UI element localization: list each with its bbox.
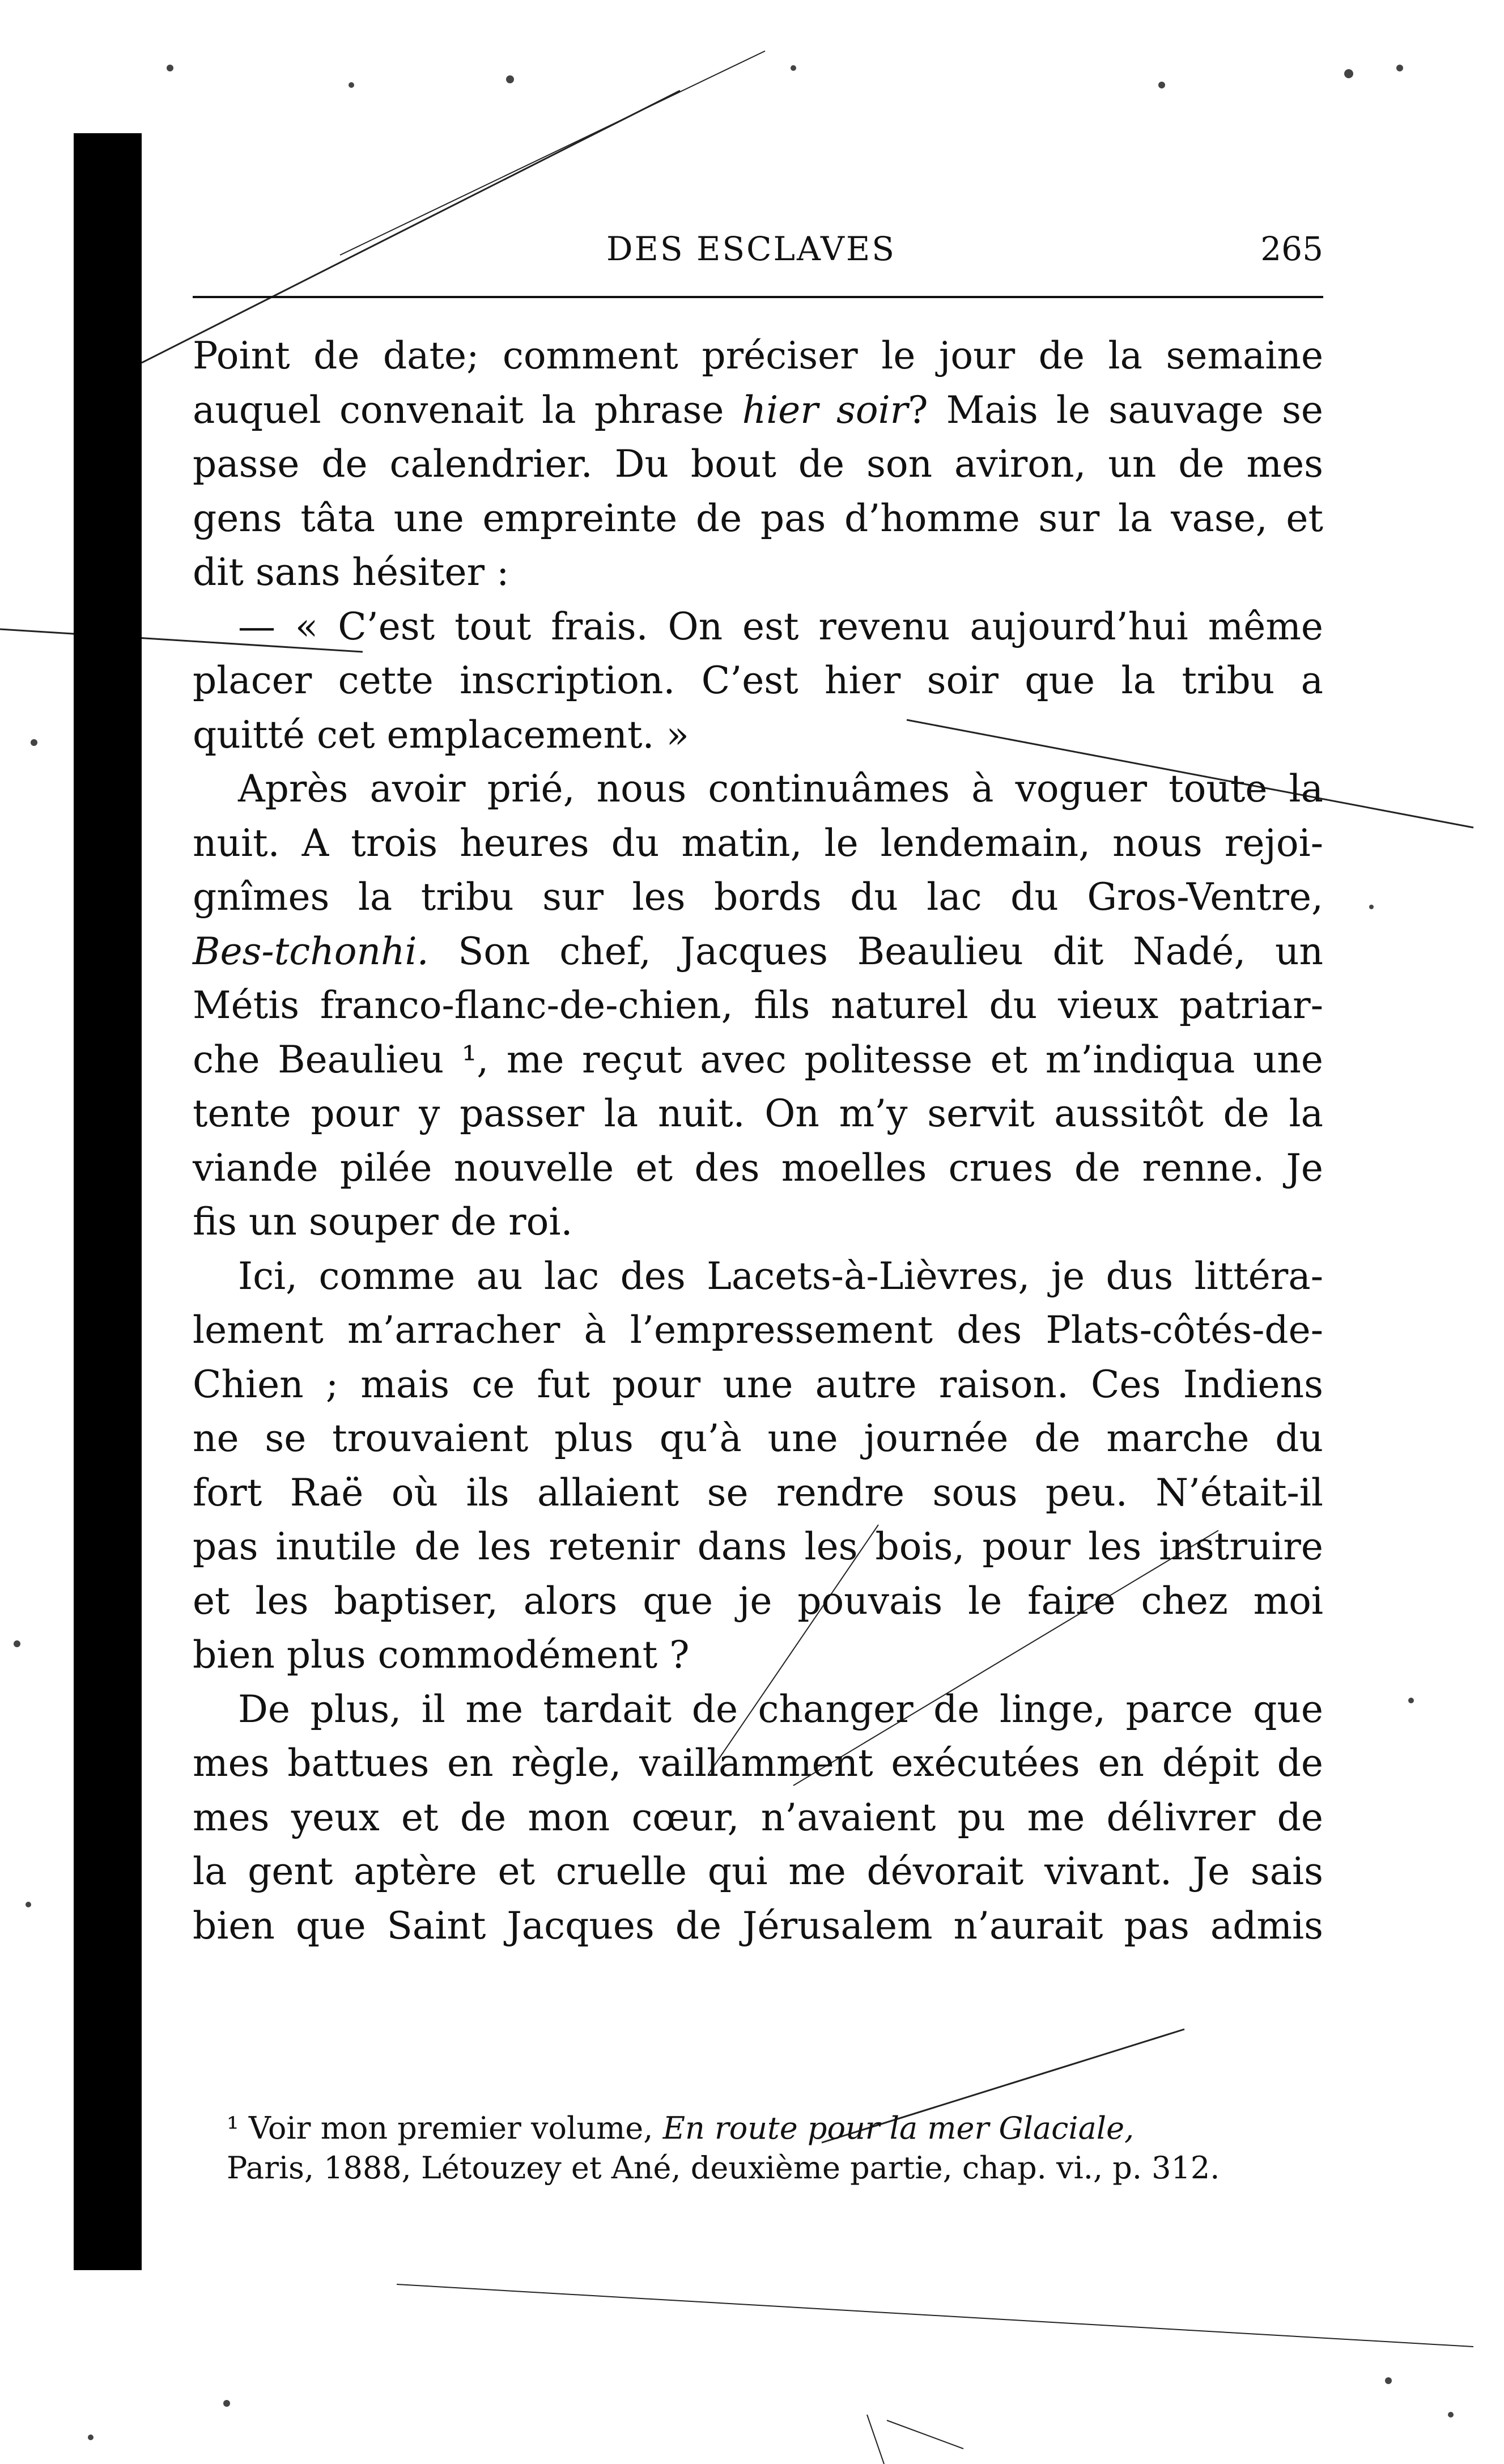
text-line-segment: fis un souper de roi.: [193, 1200, 573, 1244]
text-line-segment: gens tâta une empreinte de pas d’homme sur la vase, et: [193, 496, 1323, 540]
text-line-segment: viande pilée nouvelle et des moelles crues de renne. Je: [193, 1146, 1323, 1190]
text-line-segment: tente pour y passer la nuit. On m’y servit aussitôt de la: [193, 1092, 1323, 1135]
running-title: DES ESCLAVES: [606, 230, 896, 268]
text-line-segment: quitté cet emplacement. »: [193, 713, 689, 757]
text-line-segment: auquel convenait la phrase: [193, 388, 742, 432]
text-line: [193, 1736, 1323, 1791]
text-line: [193, 383, 1323, 438]
text-line-segment: che Beaulieu ¹, me reçut avec politesse et m’indiqua une: [193, 1037, 1323, 1082]
text-line: [193, 600, 1323, 654]
footnote-line-1: [227, 2109, 1323, 2148]
text-line-segment: mes battues en règle, vaillamment exécutées en dépit de: [193, 1741, 1323, 1785]
text-line-segment: la gent aptère et cruelle qui me dévorait vivant. Je sais: [193, 1850, 1323, 1893]
text-line-segment: Chien ; mais ce fut pour une autre raison. Ces Indiens: [193, 1362, 1323, 1406]
text-line: [193, 870, 1323, 924]
body-text: [193, 329, 1323, 1953]
text-line: [193, 491, 1323, 546]
text-line-segment: Son chef, Jacques Beaulieu dit Nadé, un: [428, 929, 1323, 973]
text-line-italic: Bes-tchonhi.: [193, 929, 429, 973]
text-line: [193, 1628, 1323, 1682]
footnote-marker: ¹: [227, 2110, 239, 2146]
text-line-segment: — « C’est tout frais. On est revenu aujourd’hui même: [238, 604, 1323, 648]
text-line-segment: pas inutile de les retenir dans les bois, pour les instruire: [193, 1525, 1323, 1568]
footnote-line-1-italic: En route pour la mer Glaciale,: [662, 2110, 1135, 2146]
text-line-segment: passe de calendrier. Du bout de son aviron, un de mes: [193, 442, 1323, 486]
text-line: [193, 924, 1323, 979]
text-line: [193, 329, 1323, 383]
text-line-segment: bien que Saint Jacques de Jérusalem n’aurait pas admis: [193, 1903, 1323, 1948]
text-line-segment: Après avoir prié, nous continuâmes à voguer toute la: [238, 767, 1323, 811]
text-line: [193, 1358, 1323, 1412]
text-line-italic: hier soir: [742, 388, 908, 432]
text-line: [193, 816, 1323, 871]
text-line: [193, 1087, 1323, 1141]
text-line: [193, 1249, 1323, 1304]
text-line: [193, 1411, 1323, 1466]
text-line: [193, 1195, 1323, 1249]
text-line-segment: gnîmes la tribu sur les bords du lac du Gros-Ventre,: [193, 875, 1323, 919]
text-line-segment: nuit. A trois heures du matin, le lendemain, nous rejoi-: [193, 821, 1323, 865]
text-line: [193, 1574, 1323, 1628]
text-line-segment: Point de date; comment préciser le jour de la semaine: [193, 334, 1323, 378]
footnote-line-1-text: Voir mon premier volume,: [239, 2110, 663, 2146]
footnote: [227, 2109, 1323, 2188]
text-line: [193, 1141, 1323, 1195]
footnote-line-2: Paris, 1888, Létouzey et Ané, deuxième partie, chap. vi., p. 312.: [227, 2150, 1220, 2186]
text-line: [193, 1682, 1323, 1737]
text-line: [193, 1303, 1323, 1358]
text-line: [193, 1033, 1323, 1087]
text-line: [193, 708, 1323, 762]
text-line: [193, 978, 1323, 1033]
text-line-segment: Métis franco-flanc-de-chien, fils naturel du vieux patriar-: [193, 983, 1323, 1027]
text-line-segment: ne se trouvaient plus qu’à une journée de marche du: [193, 1417, 1323, 1460]
text-line: [193, 437, 1323, 491]
text-line-segment: lement m’arracher à l’empressement des Plats-côtés-de-: [193, 1308, 1323, 1352]
text-line-segment: placer cette inscription. C’est hier soir que la tribu a: [193, 659, 1323, 702]
text-line: [193, 545, 1323, 600]
text-line-segment: bien plus commodément ?: [193, 1633, 690, 1677]
text-line: [193, 1791, 1323, 1845]
text-line-segment: De plus, il me tardait de changer de linge, parce que: [238, 1687, 1323, 1731]
text-line-segment: fort Raë où ils allaient se rendre sous peu. N’était-il: [193, 1470, 1323, 1515]
text-line: [193, 1520, 1323, 1574]
text-line-segment: mes yeux et de mon cœur, n’avaient pu me délivrer de: [193, 1795, 1323, 1839]
text-line-segment: ? Mais le sauvage se: [908, 388, 1323, 432]
binding-shadow: [74, 133, 142, 2270]
text-line: [193, 1899, 1323, 1953]
text-line: [193, 762, 1323, 816]
text-line-segment: dit sans hésiter :: [193, 550, 509, 594]
text-line-segment: et les baptiser, alors que je pouvais le faire chez moi: [193, 1579, 1323, 1623]
page-number: 265: [1260, 230, 1323, 268]
text-line: [193, 654, 1323, 708]
text-line-segment: Ici, comme au lac des Lacets-à-Lièvres, je dus littéra-: [238, 1254, 1323, 1298]
text-line: [193, 1466, 1323, 1520]
running-header: [193, 230, 1323, 275]
text-line: [193, 1844, 1323, 1899]
header-rule: [193, 296, 1323, 298]
